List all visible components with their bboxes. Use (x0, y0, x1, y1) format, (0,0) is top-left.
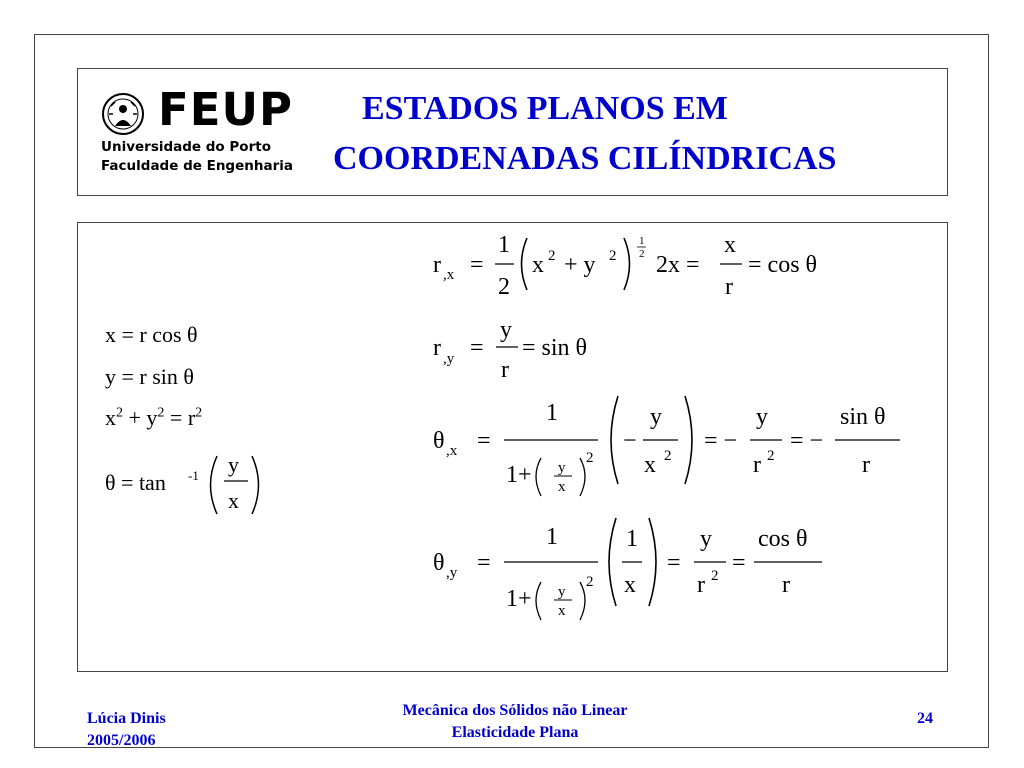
svg-text:1: 1 (546, 400, 558, 426)
svg-text:,x: ,x (446, 443, 458, 459)
svg-text:2: 2 (767, 448, 775, 464)
svg-text:y: y (500, 317, 512, 343)
svg-text:=: = (667, 550, 681, 576)
svg-text:,x: ,x (443, 267, 455, 283)
university-seal-icon (101, 92, 153, 136)
svg-text:1+: 1+ (506, 462, 532, 488)
svg-text:r: r (501, 357, 509, 383)
svg-text:+ y: + y (564, 252, 596, 278)
svg-text:=: = (477, 428, 491, 454)
svg-text:x: x (558, 479, 566, 495)
svg-text:1+: 1+ (506, 586, 532, 612)
svg-text:=: = (470, 252, 484, 278)
svg-text:r: r (753, 452, 761, 478)
svg-text:r: r (697, 572, 705, 598)
svg-text:θ: θ (433, 550, 445, 576)
svg-text:x: x (724, 232, 736, 258)
svg-text:2: 2 (609, 248, 617, 264)
equation-theta-x (430, 392, 910, 504)
equation-y: y = r sin θ (105, 364, 194, 389)
svg-text:y: y (558, 460, 566, 476)
equation-theta (100, 450, 270, 520)
svg-text:2x =: 2x = (656, 252, 700, 278)
footer-author-block (87, 708, 166, 752)
svg-text:−: − (623, 428, 637, 454)
svg-text:θ = tan: θ = tan (105, 470, 166, 495)
svg-text:,y: ,y (443, 351, 455, 367)
svg-text:2: 2 (639, 248, 645, 260)
footer-course: Mecânica dos Sólidos não Linear (402, 702, 628, 719)
page-title-line-1: ESTADOS PLANOS EM (362, 90, 728, 127)
svg-text:=: = (477, 550, 491, 576)
svg-text:2: 2 (498, 274, 510, 300)
svg-text:x: x (558, 603, 566, 619)
svg-text:r: r (725, 274, 733, 300)
svg-text:1: 1 (639, 235, 645, 247)
svg-text:-1: -1 (188, 468, 199, 483)
svg-text:x: x (532, 252, 544, 278)
svg-text:cos θ: cos θ (758, 526, 808, 552)
svg-text:1: 1 (498, 232, 510, 258)
equation-x: x = r cos θ (105, 322, 198, 347)
footer-year: 2005/2006 (87, 732, 156, 749)
svg-text:,y: ,y (446, 565, 458, 581)
svg-text:r: r (862, 452, 870, 478)
page-title-line-2: COORDENADAS CILÍNDRICAS (333, 140, 837, 177)
svg-text:y: y (700, 526, 712, 552)
svg-text:=: = (470, 335, 484, 361)
svg-text:2: 2 (586, 450, 594, 466)
page-number: 24 (917, 710, 933, 727)
svg-text:= −: = − (704, 428, 738, 454)
svg-text:y: y (228, 452, 239, 477)
svg-text:r: r (782, 572, 790, 598)
svg-text:=: = (732, 550, 746, 576)
svg-text:y: y (650, 404, 662, 430)
svg-text:= sin θ: = sin θ (522, 335, 588, 361)
equation-r-y (430, 313, 630, 385)
svg-text:1: 1 (546, 524, 558, 550)
svg-text:1: 1 (626, 526, 638, 552)
logo-subtitle-university: Universidade do Porto (101, 139, 271, 155)
equation-r-x (430, 226, 860, 302)
svg-text:= cos θ: = cos θ (748, 252, 818, 278)
footer-topic: Elasticidade Plana (451, 724, 579, 741)
svg-text:x: x (644, 452, 656, 478)
svg-text:2: 2 (548, 248, 556, 264)
footer-author: Lúcia Dinis (87, 710, 166, 727)
svg-text:y: y (756, 404, 768, 430)
footer-course-block (360, 700, 670, 744)
svg-text:2: 2 (664, 448, 672, 464)
svg-text:r: r (433, 252, 441, 278)
svg-text:2: 2 (586, 574, 594, 590)
equation-radius: $x^2 + y^2 = r^2$ (105, 405, 203, 430)
svg-text:r: r (433, 335, 441, 361)
svg-text:θ: θ (433, 428, 445, 454)
svg-text:x: x (624, 572, 636, 598)
svg-text:y: y (558, 584, 566, 600)
svg-text:= −: = − (790, 428, 824, 454)
svg-text:x: x (228, 488, 239, 513)
svg-text:2: 2 (711, 568, 719, 584)
logo-subtitle-faculty: Faculdade de Engenharia (101, 158, 293, 174)
logo-wordmark: FEUP (158, 83, 294, 136)
equation-theta-y (430, 512, 840, 624)
svg-text:sin θ: sin θ (840, 404, 886, 430)
